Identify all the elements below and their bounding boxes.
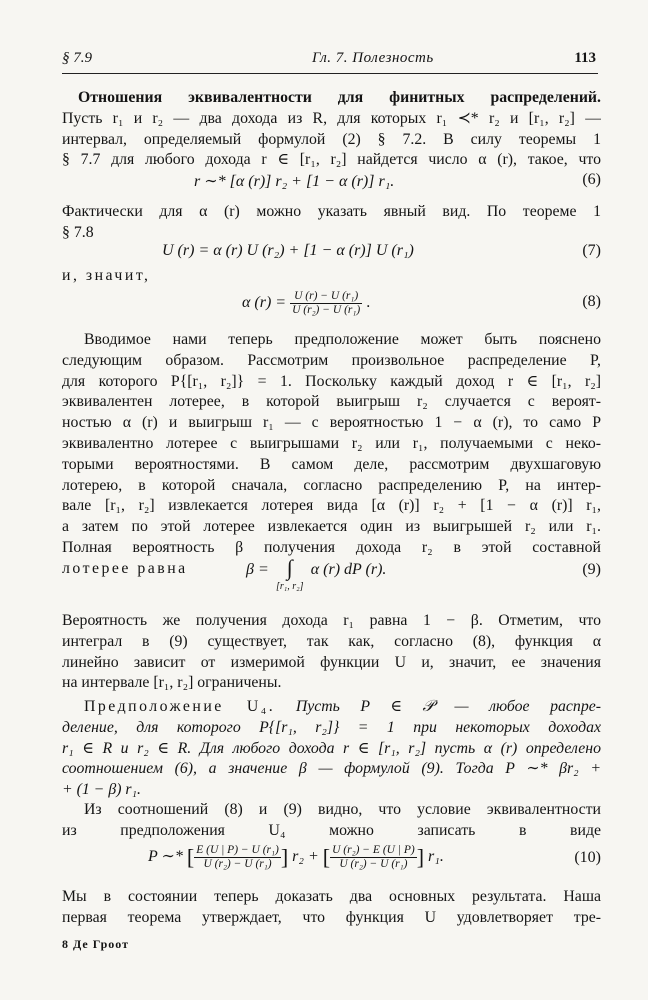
- equation-middle: r₂ +: [292, 848, 319, 866]
- header-rule: [62, 73, 598, 74]
- equation-body: U (r) = α (r) U (r₂) + [1 − α (r)] U (r₁): [162, 242, 414, 259]
- text-line: линейно зависит от измеримой функции U и, значит, ее значения: [62, 653, 601, 671]
- text-line: торыми вероятностями. В самом деле, рассмотрим двухшаговую: [62, 455, 601, 473]
- equation-lhs: α (r) =: [242, 294, 287, 312]
- text-line: интервал, определяемый формулой (2) § 7.2. В силу теоремы 1: [62, 130, 601, 148]
- assumption-label: Предположение U₄.: [84, 698, 276, 715]
- equation-number: (6): [582, 171, 601, 188]
- text-line: лотерее равна: [62, 559, 188, 577]
- text-line: Фактически для α (r) можно указать явный вид. По теореме 1: [62, 203, 601, 220]
- fraction-denominator: U (r₂) − U (r₁): [203, 858, 272, 870]
- paragraph-equivalence: [62, 88, 601, 171]
- text-line: Вероятность же получения дохода r₁ равна 1 − β. Отметим, что: [62, 612, 601, 629]
- text-line: Вводимое нами теперь предположение может быть пояснено: [84, 331, 601, 348]
- equation-number: (10): [574, 849, 601, 866]
- text-line: соотношением (6), а значение β — формулой (9). Тогда P ∼* βr₂ +: [62, 760, 601, 778]
- equation-number: (7): [582, 242, 601, 259]
- fraction: [330, 844, 417, 871]
- text-line: § 7.8: [62, 223, 94, 241]
- running-title: Гл. 7. Полезность: [312, 50, 434, 66]
- text-line: + (1 − β) r₁.: [62, 781, 141, 799]
- text-line: лотерею, в которой сначала, согласно распределению P, на интер-: [62, 476, 601, 494]
- equation-lhs: β =: [246, 561, 269, 578]
- printer-signature: 8 Де Гроот: [62, 937, 130, 951]
- equation-7: [62, 242, 601, 268]
- running-header: [62, 50, 596, 72]
- section-number: § 7.9: [62, 50, 92, 66]
- equation-8: α (r) = $\frac{\text{U (r) − U (r₁)}}{\text{U (r₂) − U (r₁)}}$ . (8): [242, 290, 601, 316]
- fraction-numerator: U (r₂) − E (U | P): [332, 844, 415, 856]
- paragraph-explicit: [62, 202, 601, 244]
- text-line: r₁ ∈ R и r₂ ∈ R. Для любого дохода r ∈ [r₁, r₂] пусть α (r) определено: [62, 739, 601, 757]
- text-line: Полная вероятность β получения дохода r₂ в этой составной: [62, 538, 601, 556]
- paragraph-probability: [62, 611, 601, 694]
- fraction-denominator: U (r₂) − U (r₁): [292, 304, 361, 316]
- text-line: деление, для которого P{[r₁, r₂]} = 1 при некоторых доходах: [62, 718, 601, 736]
- text-line: Мы в состоянии теперь доказать два основных результата. Наша: [62, 888, 601, 905]
- text-line: Пусть P ∈ 𝒫 — любое распре-: [295, 698, 601, 715]
- paragraph-condition: [62, 800, 601, 842]
- paragraph-heading: Отношения эквивалентности для финитных распределений.: [78, 89, 601, 106]
- text-line: вале [r₁, r₂] извлекается лотерея вида [α (r)] r₂ + [1 − α (r)] r₁,: [62, 497, 601, 515]
- equation-6: [62, 171, 601, 197]
- text-line: § 7.7 для любого дохода r ∈ [r₁, r₂] найдется число α (r), такое, что: [62, 151, 601, 169]
- text-line: и, значит,: [62, 267, 151, 284]
- equation-10: P ∼* [ $\frac{\text{E (U | P) − U (r₁)}}{\text{U (r₂) − U (r₁)}}$ ] r₂ + [ $\frac{\text{U (r₂) − E (U | P)}}{\text{U (r₂) − U (r₁)}}$ ] r₁. (10): [148, 844, 601, 870]
- paragraph-results: [62, 887, 601, 929]
- equation-9: [62, 555, 601, 601]
- text-line: первая теорема утверждает, что функция U удовлетворяет тре-: [62, 908, 601, 926]
- text-line: следующим образом. Рассмотрим произвольное распределение P,: [62, 351, 601, 369]
- text-line: Пусть r₁ и r₂ — два дохода из R, для которых r₁ ≺* r₂ и [r₁, r₂] —: [62, 109, 601, 127]
- text-line: из предположения U₄ можно записать в виде: [62, 821, 601, 839]
- fraction-denominator: U (r₂) − U (r₁): [339, 858, 408, 870]
- paragraph-assumption-intro: [62, 330, 601, 580]
- fraction: [194, 844, 281, 871]
- equation-body: r ∼* [α (r)] r₂ + [1 − α (r)] r₁.: [194, 173, 395, 190]
- assumption-u4: [62, 697, 601, 801]
- integral-limits: [r₁, r₂]: [276, 581, 304, 592]
- fraction-numerator: U (r) − U (r₁): [290, 290, 362, 304]
- text-line: Из соотношений (8) и (9) видно, что условие эквивалентности: [84, 801, 601, 818]
- text-line: на интервале [r₁, r₂] ограничены.: [62, 674, 282, 692]
- text-line: а затем по этой лотерее извлекается один из выигрышей r₂ или r₁.: [62, 518, 601, 536]
- page-number: 113: [574, 50, 596, 66]
- equation-number: (8): [582, 293, 601, 310]
- text-line: эквивалентно лотерее с выигрышами r₂ или r₁, получаемыми с неко-: [62, 434, 601, 452]
- fraction-numerator: E (U | P) − U (r₁): [196, 844, 279, 856]
- equation-number: (9): [582, 561, 601, 578]
- text-line: ностью α (r) и выигрыш r₁ — с вероятностью 1 − α (r), то само P: [62, 414, 601, 432]
- paragraph-hence: [62, 266, 601, 287]
- text-line: интеграл в (9) существует, так как, согласно (8), функция α: [62, 632, 601, 650]
- fraction: [290, 290, 362, 317]
- integrand: α (r) dP (r).: [310, 561, 387, 578]
- text-line: эквивалентен лотерее, в которой выигрыш r₂ случается с вероят-: [62, 393, 601, 411]
- equation-tail: r₁.: [428, 848, 444, 866]
- text-line: для которого P{[r₁, r₂]} = 1. Поскольку каждый доход r ∈ [r₁, r₂]: [62, 372, 601, 390]
- integral-sign: ∫: [286, 555, 293, 580]
- equation-lhs: P ∼*: [148, 848, 183, 866]
